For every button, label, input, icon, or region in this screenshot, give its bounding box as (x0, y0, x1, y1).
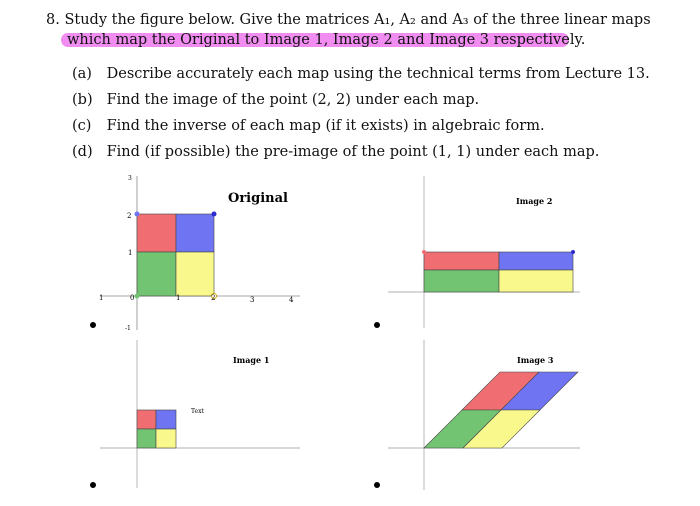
vertex-point (212, 212, 217, 217)
region-red (137, 410, 156, 429)
x-tick: 1 (99, 294, 104, 302)
problem-number: 8. (46, 12, 60, 28)
bullet-dot (90, 322, 96, 328)
sub-question-label: (b) (72, 92, 93, 108)
graph-image-1 (100, 340, 300, 488)
graph-text-label: Text (191, 408, 204, 415)
problem-text-line-1: Study the figure below. Give the matrices A₁, A₂ and A₃ of the three linear maps (64, 12, 651, 28)
x-tick: 4 (289, 296, 294, 304)
sub-question-label: (d) (72, 144, 93, 160)
vertex-point (571, 250, 575, 254)
graph-original (99, 175, 300, 332)
problem-statement (46, 10, 686, 50)
y-tick: 3 (128, 175, 132, 182)
vertex-point (135, 294, 140, 299)
region-blue (176, 214, 214, 252)
problem-text-line-2: which map the Original to Image 1, Image 2 and Image 3 respectively. (67, 32, 586, 48)
graph-title: Original (228, 191, 288, 206)
bullet-dot (90, 482, 96, 488)
graph-image-2 (388, 176, 580, 328)
x-tick: 3 (250, 296, 255, 304)
sub-question-text: Describe accurately each map using the technical terms from Lecture 13. (106, 66, 650, 82)
sub-question-d (72, 142, 650, 168)
figure (0, 170, 700, 506)
bullet-dot (374, 322, 380, 328)
y-tick: 1 (128, 249, 133, 257)
vertex-point (135, 212, 140, 217)
graph-title: Image 3 (517, 355, 554, 365)
region-green (137, 429, 156, 448)
region-green (137, 252, 176, 296)
sub-question-label: (c) (72, 118, 92, 134)
region-green (424, 270, 499, 292)
region-blue (499, 252, 573, 270)
region-yellow (156, 429, 176, 448)
y-tick: -1 (125, 325, 131, 332)
region-red (424, 252, 499, 270)
y-tick: 2 (127, 212, 132, 220)
x-tick: 1 (176, 294, 181, 302)
sub-question-text: Find the image of the point (2, 2) under each map. (106, 92, 480, 108)
graph-title: Image 1 (233, 355, 270, 365)
sub-questions (72, 64, 650, 168)
x-tick: 0 (130, 294, 135, 302)
sub-question-text: Find (if possible) the pre-image of the point (1, 1) under each map. (106, 144, 600, 160)
graph-image-3 (388, 340, 580, 490)
region-yellow (176, 252, 214, 296)
region-red (137, 214, 176, 252)
sub-question-c (72, 116, 650, 142)
problem-line-2 (67, 30, 585, 50)
sub-question-b (72, 90, 650, 116)
sub-question-a (72, 64, 650, 90)
x-tick: 2 (211, 294, 216, 302)
problem-line-1 (46, 10, 686, 30)
vertex-point (422, 250, 426, 254)
region-blue (156, 410, 176, 429)
bullet-dot (374, 482, 380, 488)
sub-question-text: Find the inverse of each map (if it exists) in algebraic form. (106, 118, 545, 134)
graph-title: Image 2 (516, 196, 553, 206)
region-yellow (499, 270, 573, 292)
sub-question-label: (a) (72, 66, 92, 82)
